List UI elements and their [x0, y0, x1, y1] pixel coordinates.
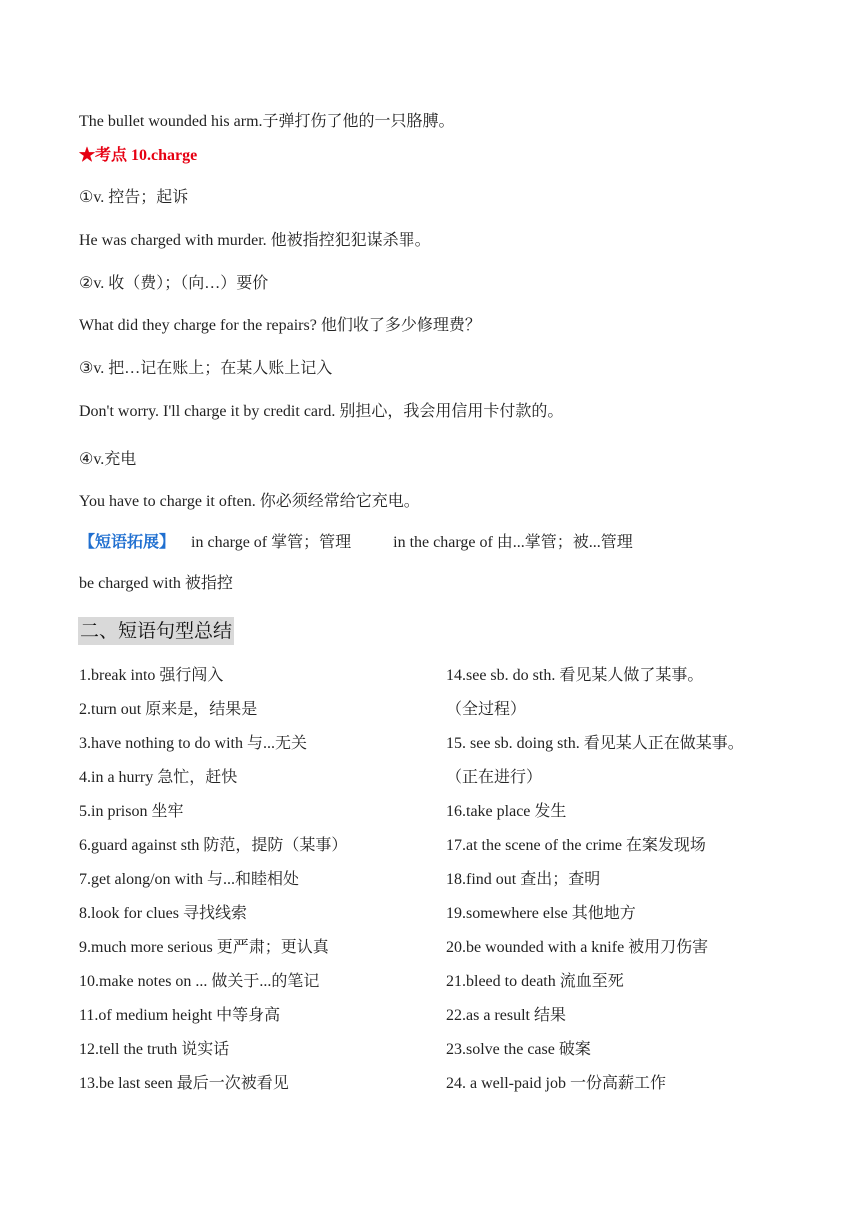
phrase-charged-with: be charged with 被指控	[79, 575, 233, 592]
phrase-list-right	[446, 659, 744, 1101]
list-item: 6.guard against sth 防范，提防（某事）	[79, 837, 348, 854]
example-2: What did they charge for the repairs? 他们收了多少修理费？	[79, 317, 481, 334]
example-3: Don't worry. I'll charge it by credit card. 别担心，我会用信用卡付款的。	[79, 403, 564, 420]
phrase-extension-line	[79, 533, 633, 553]
list-item: 9.much more serious 更严肃；更认真	[79, 939, 329, 956]
list-item: 4.in a hurry 急忙，赶快	[79, 769, 238, 786]
phrase-in-the-charge-of: in the charge of 由...掌管；被...管理	[393, 534, 633, 551]
list-item: 12.tell the truth 说实话	[79, 1041, 230, 1058]
list-item: 1.break into 强行闯入	[79, 667, 224, 684]
list-item: 10.make notes on ... 做关于...的笔记	[79, 973, 320, 990]
list-item: 2.turn out 原来是，结果是	[79, 701, 258, 718]
list-item: 5.in prison 坐牢	[79, 803, 184, 820]
list-item: 16.take place 发生	[446, 803, 567, 820]
list-item: 18.find out 查出；查明	[446, 871, 601, 888]
list-item: （正在进行）	[446, 769, 543, 786]
list-item: 14.see sb. do sth. 看见某人做了某事。	[446, 667, 704, 684]
example-sentence-wound: The bullet wounded his arm.子弹打伤了他的一只胳膊。	[79, 113, 455, 130]
list-item: （全过程）	[446, 701, 527, 718]
list-item: 17.at the scene of the crime 在案发现场	[446, 837, 706, 854]
list-item: 19.somewhere else 其他地方	[446, 905, 636, 922]
list-item: 24. a well-paid job 一份高薪工作	[446, 1075, 666, 1092]
section-title: 二、短语句型总结	[78, 617, 234, 645]
example-4: You have to charge it often. 你必须经常给它充电。	[79, 493, 420, 510]
key-point-heading: ★考点 10.charge	[79, 147, 198, 164]
list-item: 20.be wounded with a knife 被用刀伤害	[446, 939, 709, 956]
phrase-in-charge-of: in charge of 掌管；管理	[191, 534, 352, 551]
sense-2: ②v. 收（费）；（向…）要价	[79, 275, 269, 292]
list-item: 8.look for clues 寻找线索	[79, 905, 247, 922]
list-item: 11.of medium height 中等身高	[79, 1007, 281, 1024]
sense-1: ①v. 控告；起诉	[79, 189, 189, 206]
list-item: 13.be last seen 最后一次被看见	[79, 1075, 289, 1092]
list-item: 23.solve the case 破案	[446, 1041, 591, 1058]
phrase-list-left	[79, 659, 347, 1101]
sense-4: ④v.充电	[79, 451, 137, 468]
example-1: He was charged with murder. 他被指控犯犯谋杀罪。	[79, 232, 431, 249]
sense-3: ③v. 把…记在账上；在某人账上记入	[79, 360, 333, 377]
list-item: 7.get along/on with 与...和睦相处	[79, 871, 299, 888]
list-item: 22.as a result 结果	[446, 1007, 566, 1024]
list-item: 15. see sb. doing sth. 看见某人正在做某事。	[446, 735, 744, 752]
list-item: 21.bleed to death 流血至死	[446, 973, 624, 990]
phrase-extension-tag: 【短语拓展】	[79, 534, 176, 551]
list-item: 3.have nothing to do with 与...无关	[79, 735, 307, 752]
